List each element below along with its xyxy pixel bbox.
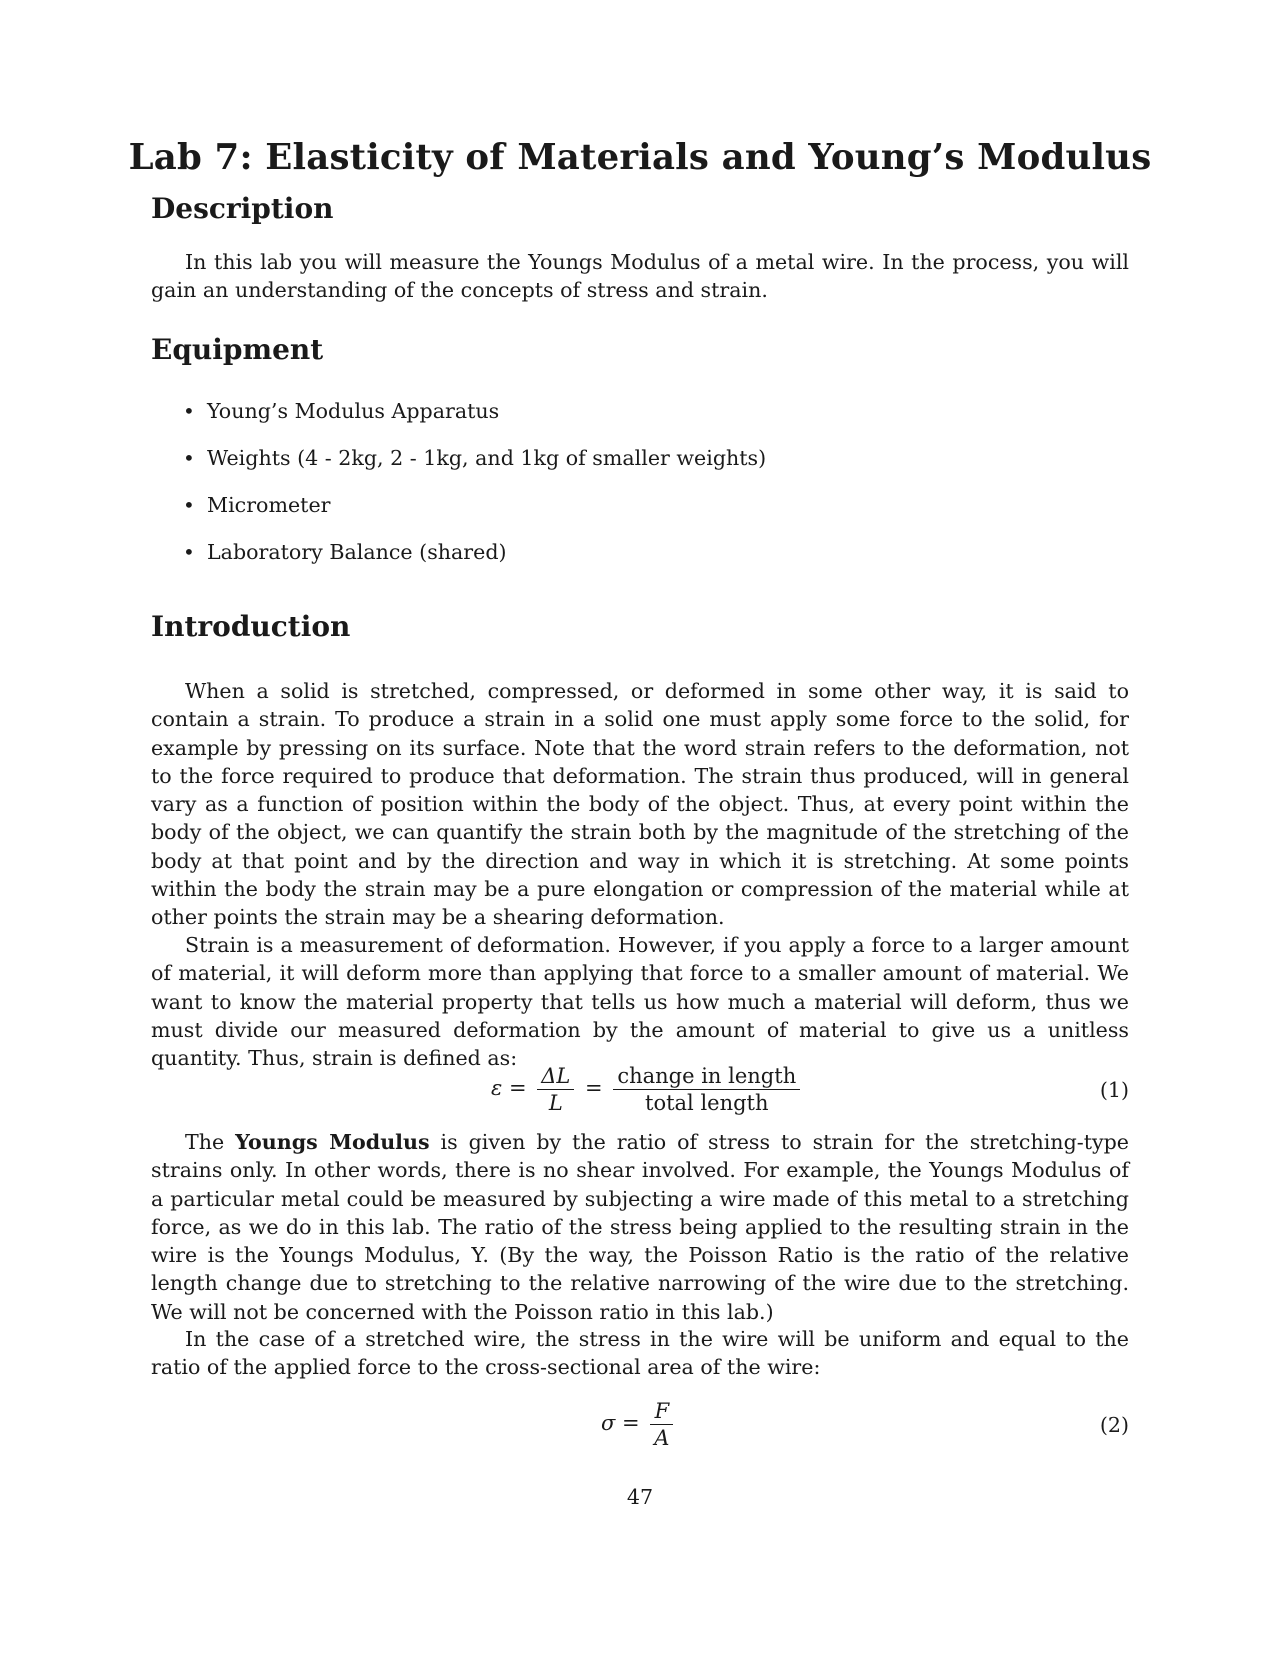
- section-heading-description: Description: [151, 192, 334, 225]
- bullet-icon: •: [183, 399, 195, 423]
- description-paragraph: [151, 248, 1129, 305]
- list-item: • Laboratory Balance (shared): [183, 540, 507, 564]
- bullet-icon: •: [183, 493, 195, 517]
- list-item: • Young’s Modulus Apparatus: [183, 399, 500, 423]
- section-heading-equipment: Equipment: [151, 333, 324, 366]
- equation-2: [151, 1398, 1129, 1458]
- introduction-paragraph-3: The Youngs Modulus is given by the ratio of stress to strain for the stretching-type strains only. In other words, there is no shear involved. For example, the Youngs Modulus of a particular metal could be measured by subjecting a wire made of this metal to a stretching force, as we do in this lab. The ratio of the stress being applied to the resulting strain in the wire is the Youngs Modulus, Y. (By the way, the Poisson Ratio is the ratio of the relative length change due to stretching to the relative narrowing of the wire due to the stretching. We will not be concerned with the Poisson ratio in this lab.): [151, 1130, 1129, 1324]
- introduction-paragraph-4: In the case of a stretched wire, the stress in the wire will be uniform and equal to the ratio of the applied force to the cross-sectional area of the wire:: [151, 1327, 1129, 1380]
- page-title: Lab 7: Elasticity of Materials and Young’s Modulus: [128, 137, 1152, 178]
- eq1-fraction-1: $\frac{\Delta L}{L}$: [537, 1063, 574, 1116]
- equipment-list: [183, 397, 766, 585]
- list-item: • Weights (4 - 2kg, 2 - 1kg, and 1kg of smaller weights): [183, 446, 767, 470]
- section-heading-introduction: Introduction: [151, 610, 351, 643]
- equation-number-2: (2): [1099, 1413, 1129, 1437]
- eq1-fraction-2: $\frac{\text{change in length}}{\text{total length}}$: [613, 1063, 800, 1116]
- eq2-lhs: σ =: [601, 1411, 640, 1435]
- bullet-icon: •: [183, 446, 195, 470]
- introduction-paragraph-2: Strain is a measurement of deformation. However, if you apply a force to a larger amount of material, it will deform more than applying that force to a smaller amount of material. We want to know the material property that tells us how much a material will deform, thus we must divide our measured deformation by the amount of material to give us a unitless quantity. Thus, strain is defined as:: [151, 933, 1129, 1071]
- eq1-lhs: ε =: [491, 1076, 527, 1100]
- equation-1: ε = $\frac{\Delta L}{L}$ = $\frac{\text{change in length}}{\text{total length}}$ (1): [491, 1064, 1129, 1115]
- youngs-modulus-term: Youngs Modulus: [235, 1130, 430, 1154]
- list-item: • Micrometer: [183, 493, 331, 517]
- equation-number-1: (1): [1099, 1078, 1129, 1102]
- eq2-fraction: $\frac{F}{A}$: [650, 1398, 673, 1451]
- page-number: 47: [626, 1485, 654, 1509]
- description-text: In this lab you will measure the Youngs Modulus of a metal wire. In the process, you will gain an understanding of the concepts of stress and strain.: [151, 250, 1129, 303]
- introduction-paragraph-1: When a solid is stretched, compressed, or deformed in some other way, it is said to contain a strain. To produce a strain in a solid one must apply some force to the solid, for example by pressing on its surface. Note that the word strain refers to the deformation, not to the force required to produce that deformation. The strain thus produced, will in general vary as a function of position within the body of the object. Thus, at every point within the body of the object, we can quantify the strain both by the magnitude of the stretching of the body at that point and by the direction and way in which it is stretching. At some points within the body the strain may be a pure elongation or compression of the material while at other points the strain may be a shearing deformation.: [151, 679, 1129, 930]
- bullet-icon: •: [183, 540, 195, 564]
